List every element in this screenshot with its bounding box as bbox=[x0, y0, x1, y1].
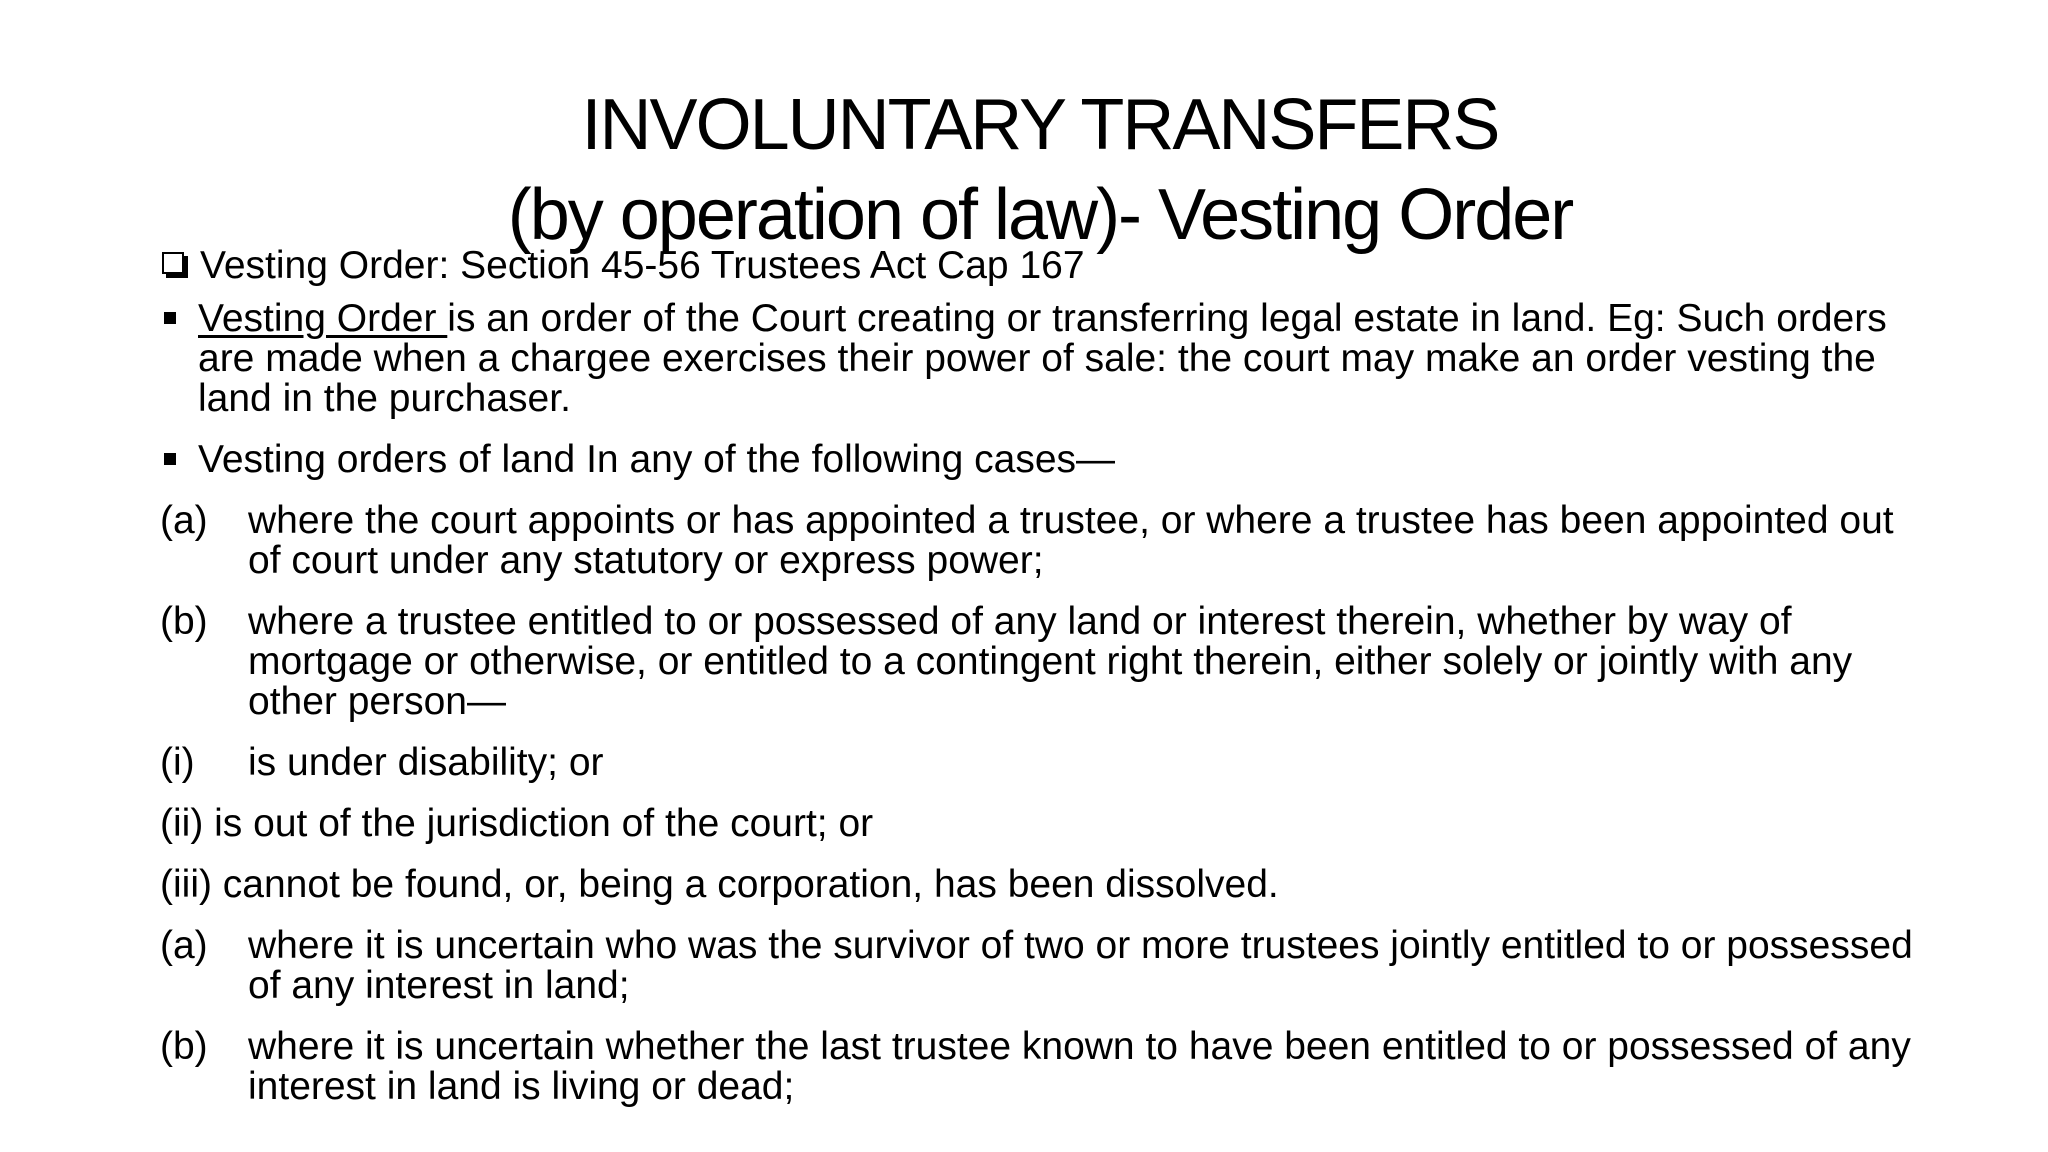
section-heading-text: Vesting Order: Section 45-56 Trustees Act Cap 167 bbox=[200, 244, 1085, 287]
checkbox-bullet-icon bbox=[162, 252, 184, 274]
slide-body bbox=[160, 246, 1920, 1128]
definition-text: is an order of the Court creating or transferring legal estate in land. Eg: Such orders are made when a chargee exercises their power of sale: the court may make an order vesting the land in the purchaser. bbox=[198, 297, 1887, 420]
list-item-b-2 bbox=[160, 1027, 1920, 1107]
list-item-a-2 bbox=[160, 926, 1920, 1006]
list-marker: (i) bbox=[160, 741, 195, 784]
square-bullet-icon bbox=[164, 312, 176, 324]
list-marker: (a) bbox=[160, 499, 208, 542]
slide-title bbox=[0, 80, 2048, 260]
list-item-text: where it is uncertain whether the last trustee known to have been entitled to or possessed of any interest in land is living or dead; bbox=[248, 1025, 1911, 1108]
list-item-text: where it is uncertain who was the survivor of two or more trustees jointly entitled to or possessed of any interest in land; bbox=[248, 924, 1913, 1007]
section-heading bbox=[160, 246, 1920, 286]
list-marker: (b) bbox=[160, 1025, 208, 1068]
square-bullet-icon bbox=[164, 453, 176, 465]
sub-item-i bbox=[160, 743, 1920, 783]
cases-text: Vesting orders of land In any of the following cases— bbox=[198, 438, 1116, 481]
title-line-1: INVOLUNTARY TRANSFERS bbox=[581, 85, 1499, 165]
sub-item-iii: (iii) cannot be found, or, being a corporation, has been dissolved. bbox=[160, 863, 1279, 906]
title-line-2: (by operation of law)- Vesting Order bbox=[507, 175, 1573, 255]
bullet-cases bbox=[160, 440, 1920, 480]
list-item-text: is under disability; or bbox=[248, 741, 604, 784]
list-marker: (a) bbox=[160, 924, 208, 967]
list-item-a bbox=[160, 501, 1920, 581]
vesting-order-term: Vesting Order bbox=[198, 297, 448, 340]
list-item-text: where a trustee entitled to or possessed of any land or interest therein, whether by way of mortgage or otherwise, or entitled to a contingent right therein, either solely or jointly with any other person— bbox=[248, 600, 1853, 723]
list-marker: (b) bbox=[160, 600, 208, 643]
list-item-b bbox=[160, 602, 1920, 722]
sub-item-ii: (ii) is out of the jurisdiction of the court; or bbox=[160, 802, 874, 845]
bullet-definition bbox=[160, 299, 1920, 419]
list-item-text: where the court appoints or has appointed a trustee, or where a trustee has been appointed out of court under any statutory or express power; bbox=[248, 499, 1894, 582]
